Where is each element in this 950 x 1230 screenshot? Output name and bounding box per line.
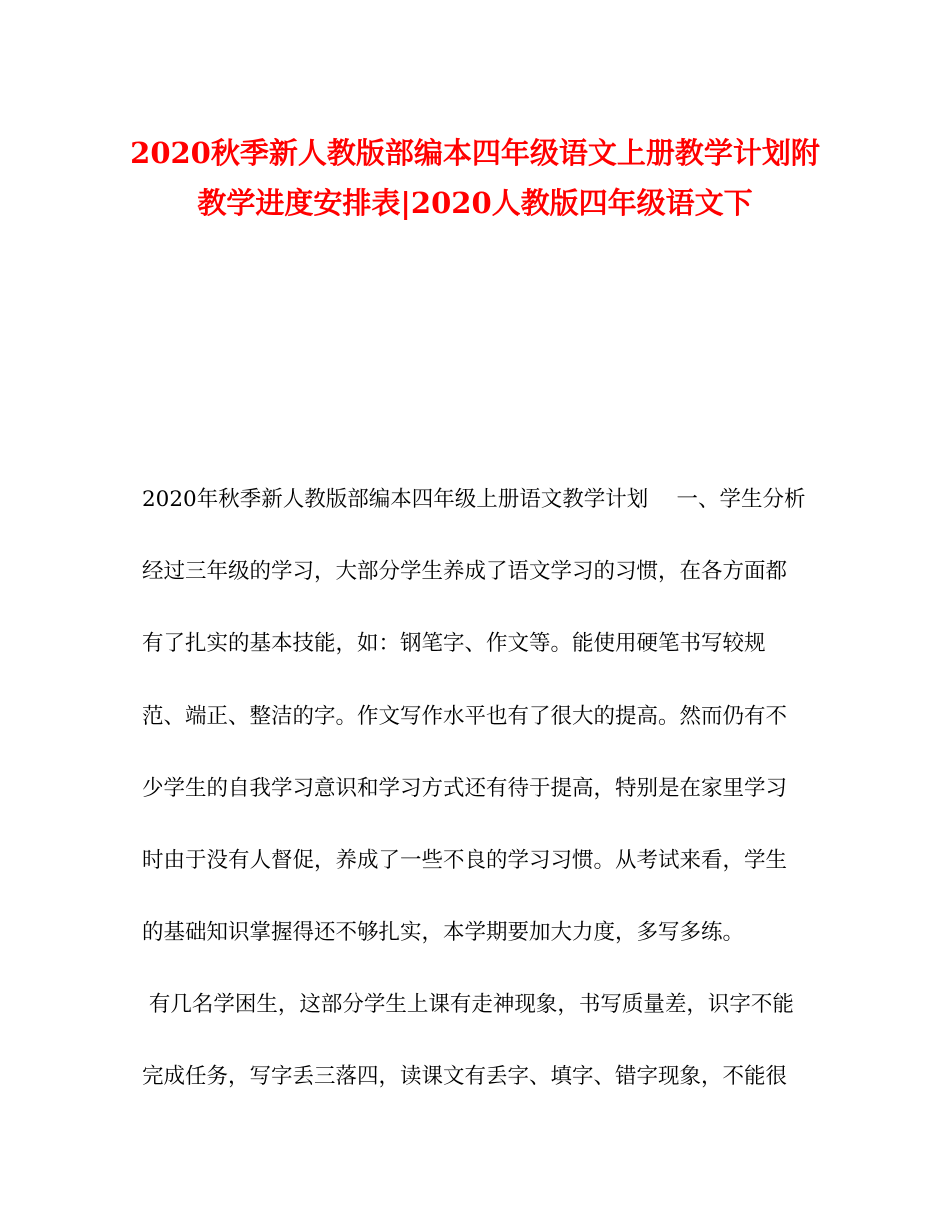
body-line-1: 2020年秋季新人教版部编本四年级上册语文教学计划 一、学生分析 [142,487,806,512]
body-line-2: 经过三年级的学习，大部分学生养成了语文学习的习惯，在各方面都 [142,559,788,584]
body-line-7: 的基础知识掌握得还不够扎实，本学期要加大力度，多写多练。 [142,920,745,945]
document-title-line-2: 教学进度安排表|2020人教版四年级语文下 [197,186,753,220]
body-line-4: 范、端正、整洁的字。作文写作水平也有了很大的提高。然而仍有不 [142,704,788,729]
body-line-3: 有了扎实的基本技能，如：钢笔字、作文等。能使用硬笔书写较规 [142,631,766,656]
body-line-9: 完成任务，写字丢三落四，读课文有丢字、填字、错字现象，不能很 [142,1064,788,1089]
body-line-5: 少学生的自我学习意识和学习方式还有待于提高，特别是在家里学习 [142,776,788,801]
body-line-8: 有几名学困生，这部分学生上课有走神现象，书写质量差，识字不能 [142,992,794,1017]
document-title-line-1: 2020秋季新人教版部编本四年级语文上册教学计划附 [130,136,820,170]
body-line-6: 时由于没有人督促，养成了一些不良的学习习惯。从考试来看，学生 [142,848,788,873]
